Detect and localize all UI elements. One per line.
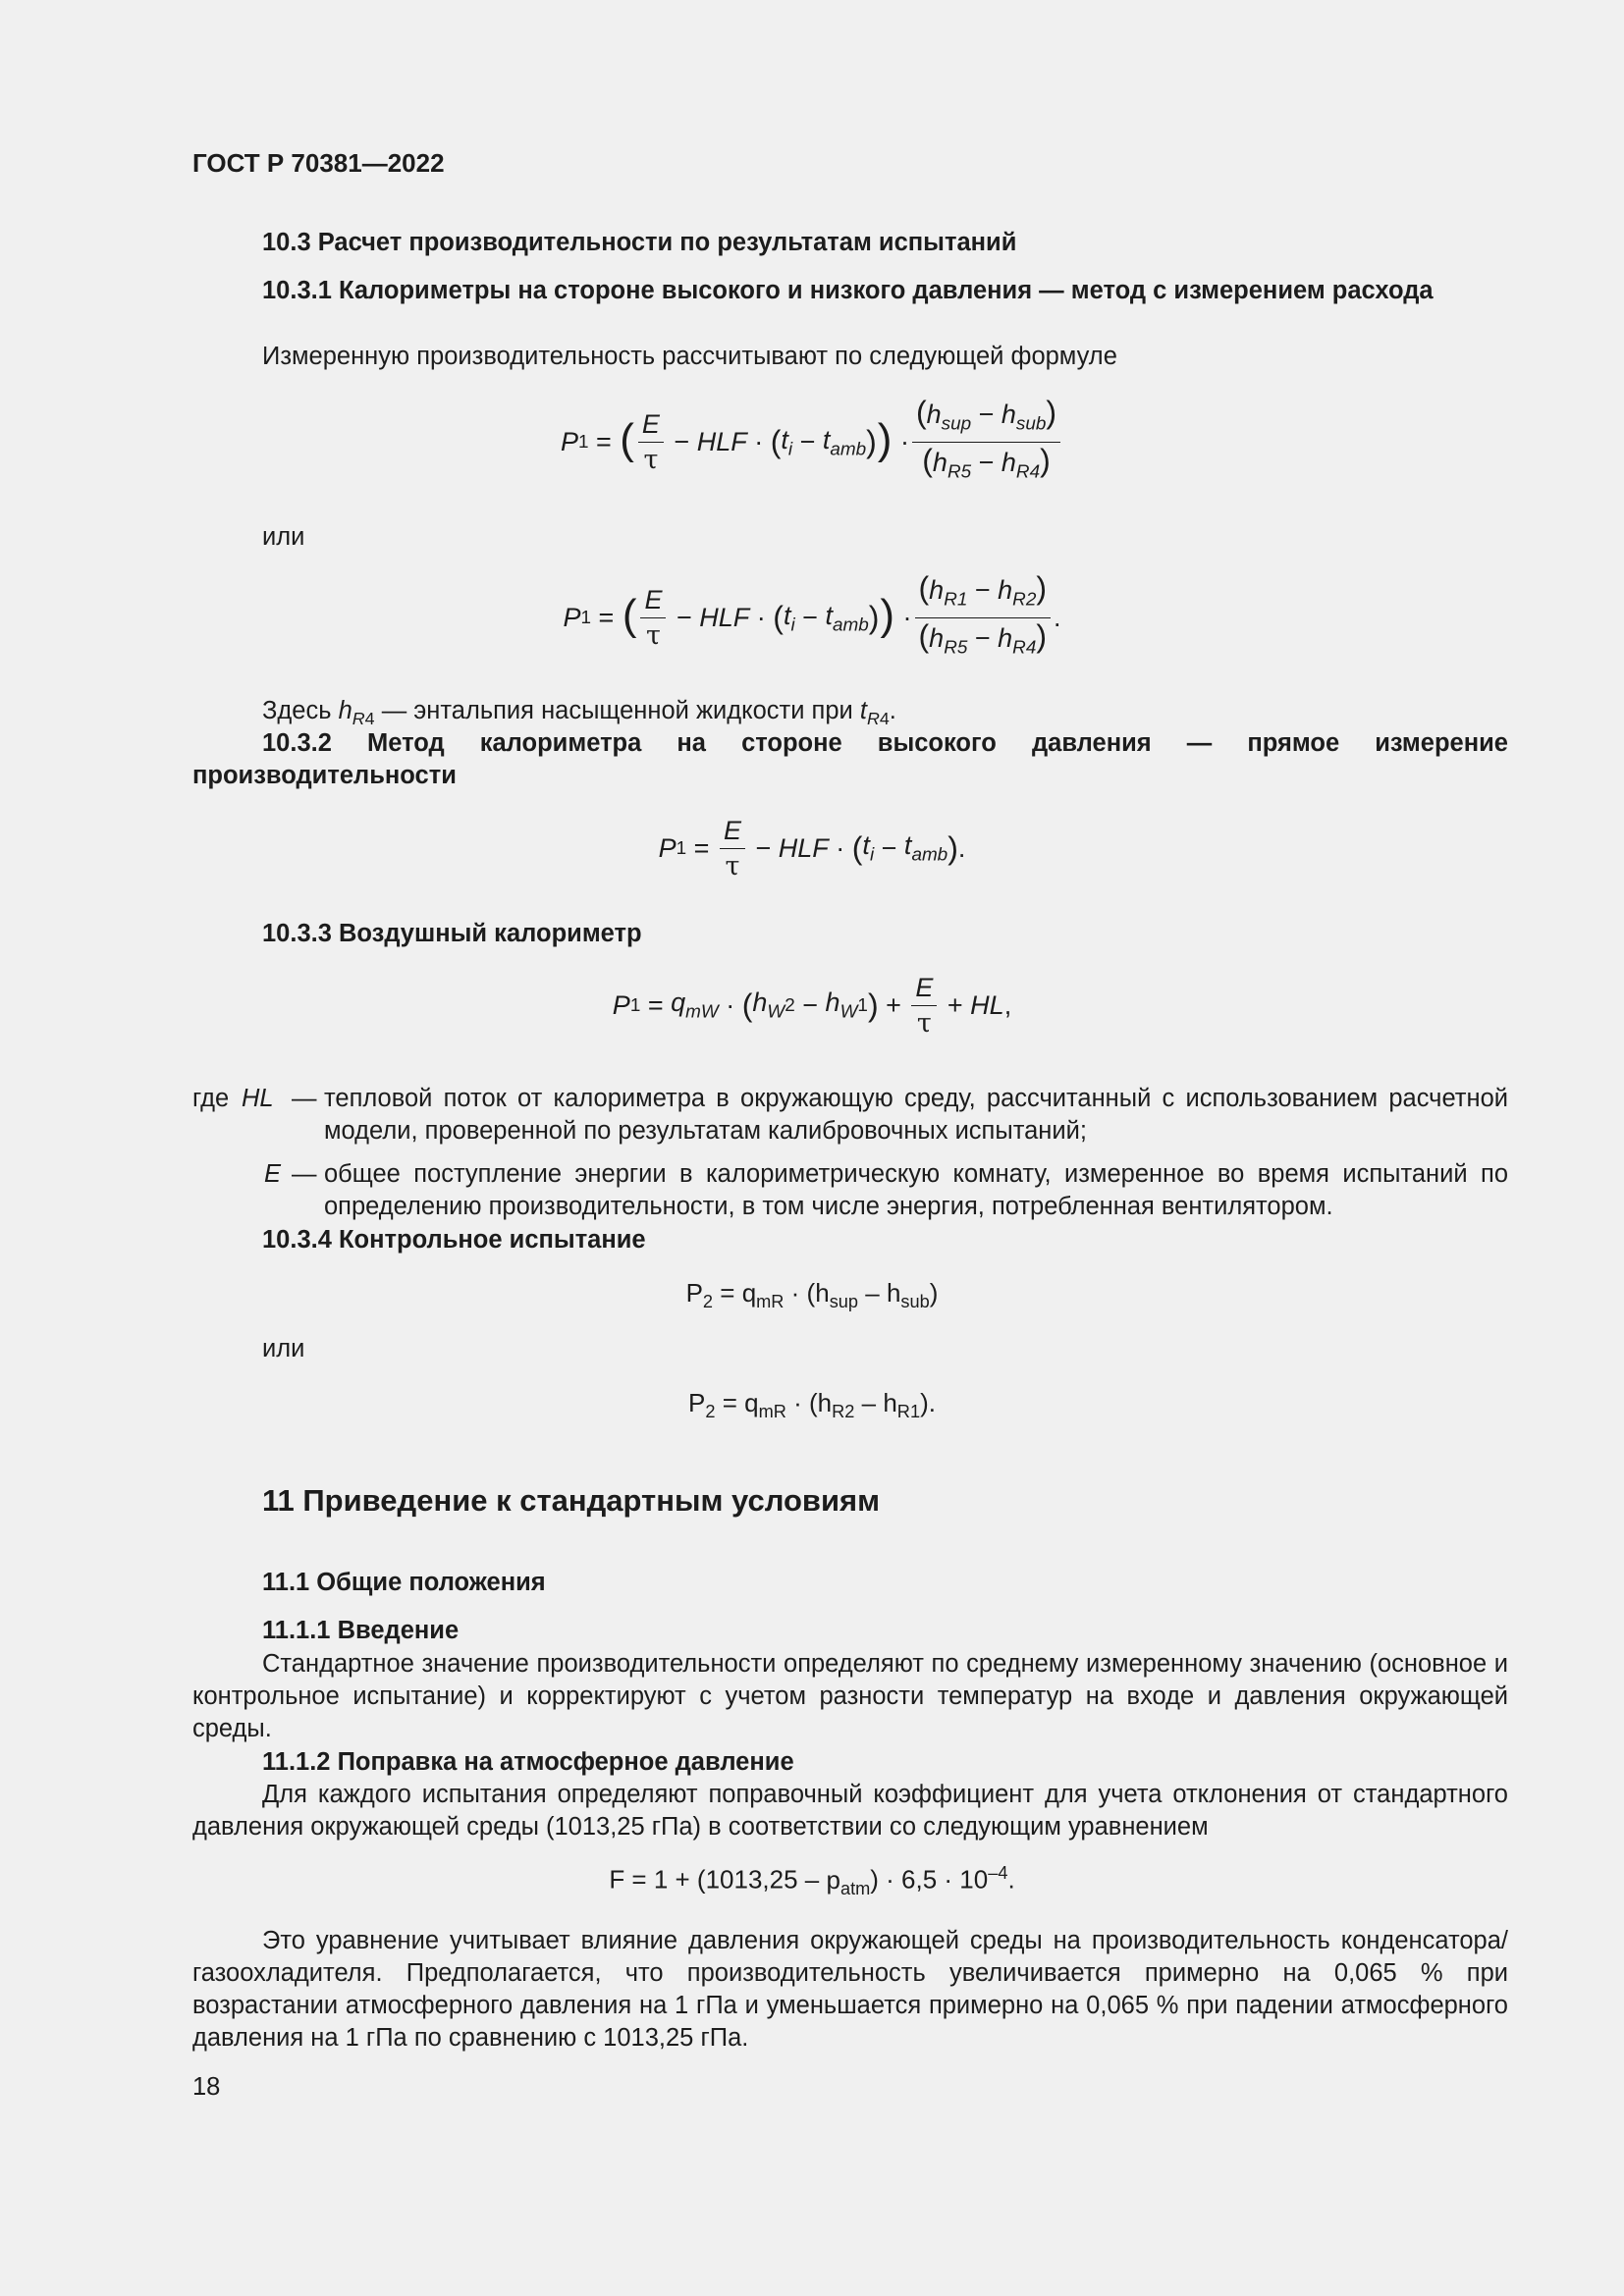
- definition-hl: где HL — тепловой поток от калориметра в окружающую среду, рассчитанный с использованием расчетной модели, проверенной по результатам калибровочных испытаний;: [192, 1083, 1508, 1151]
- or-label-1: или: [262, 523, 305, 551]
- section-11-1-1-text: Стандартное значение производительности определяют по среднему измеренному значению (основное и контрольное испытание) и корректируют с учетом разности температур на входе и давления окружающей среды.: [192, 1650, 1508, 1742]
- page-number: 18: [192, 2073, 221, 2101]
- or-label-2: или: [262, 1335, 305, 1362]
- formula-p2-sup: $P_2 = q_{mR} \cdot (h_{sup} - h_{sub})$: [685, 1278, 939, 1312]
- formula-p1-enthalpy: P 1 = ( $\frac{E}{\tau}$ − HLF · ( $t_i$ − $t_{amb}$ ) ) · $\frac{(h_{R1} - h_{R2})}{(h_{R5} - h_{R4})}$ .: [563, 570, 1061, 659]
- where-label: где: [192, 1085, 230, 1112]
- section-11-1-2-heading: 11.1.2 Поправка на атмосферное давление: [262, 1748, 794, 1776]
- def-term-hl: HL: [242, 1085, 274, 1112]
- section-11-1-2-text-2: Это уравнение учитывает влияние давления окружающей среды на производительность конденсатора/газоохладителя. Предполагается, что производительность увеличивается примерно на 0,065 % при возрастании атмосферного давления на 1 гПа и уменьшается примерно на 0,065 % при падении атмосферного давления на 1 гПа по сравнению с 1013,25 гПа.: [192, 1927, 1508, 2052]
- section-10-3-heading: 10.3 Расчет производительности по результатам испытаний: [262, 229, 1017, 256]
- definition-e: E — общее поступление энергии в калориметрическую комнату, измеренное во время испытаний по определению производительности, в том числе энергия, потребленная вентилятором.: [192, 1158, 1508, 1227]
- section-11-heading: 11 Приведение к стандартным условиям: [262, 1483, 881, 1518]
- section-11-1-2-text: Для каждого испытания определяют поправочный коэффициент для учета отклонения от стандартного давления окружающей среды (1013,25 гПа) в соответствии со следующим уравнением: [192, 1781, 1508, 1841]
- section-10-3-3-heading: 10.3.3 Воздушный калориметр: [262, 920, 642, 947]
- formula-p1-air: P 1 = $q_{mW}$ · ( $h_W$ 2 − $h_W$ 1 ) + $\frac{E}{\tau}$ + HL ,: [612, 973, 1012, 1039]
- formula-f-pressure: $F = 1 + (1013,25 - p_{atm}) \cdot 6,5 \cdot 10^{-4}$.: [609, 1863, 1015, 1898]
- document-header: ГОСТ Р 70381—2022: [192, 148, 445, 178]
- section-10-3-4-heading: 10.3.4 Контрольное испытание: [262, 1226, 646, 1254]
- def-text-e: общее поступление энергии в калориметрическую комнату, измеренное во время испытаний по определению производительности, в том числе энергия, потребленная вентилятором.: [324, 1160, 1508, 1220]
- def-term-e: E: [264, 1160, 282, 1188]
- section-11-1-heading: 11.1 Общие положения: [262, 1569, 546, 1596]
- formula-p1-flow: P 1 = ( $\frac{E}{\tau}$ − HLF · ( $t_i$ − $t_{amb}$ ) ) · $\frac{(h_{sup} - h_{sub})}{(h_{R5} - h_{R4})}$: [0, 397, 1624, 489]
- section-10-3-1-text: Измеренную производительность рассчитывают по следующей формуле: [262, 343, 1117, 370]
- enthalpy-note: Здесь $h_{R4}$ — энтальпия насыщенной жидкости при $t_{R4}$.: [262, 697, 896, 729]
- section-10-3-2-heading: 10.3.2 Метод калориметра на стороне высокого давления — прямое измерение производительности: [192, 729, 1508, 789]
- formula-p1-direct: P 1 = $\frac{E}{\tau}$ − HLF · ( $t_i$ − $t_{amb}$ ) .: [658, 816, 966, 881]
- formula-p2-enthalpy: $P_2 = q_{mR} \cdot (h_{R2} - h_{R1})$.: [688, 1388, 936, 1422]
- section-10-3-1-heading: 10.3.1 Калориметры на стороне высокого и низкого давления — метод с измерением расхода: [262, 277, 1434, 304]
- def-text-hl: тепловой поток от калориметра в окружающую среду, рассчитанный с использованием расчетной модели, проверенной по результатам калибровочных испытаний;: [324, 1085, 1508, 1145]
- section-11-1-1-heading: 11.1.1 Введение: [262, 1617, 460, 1644]
